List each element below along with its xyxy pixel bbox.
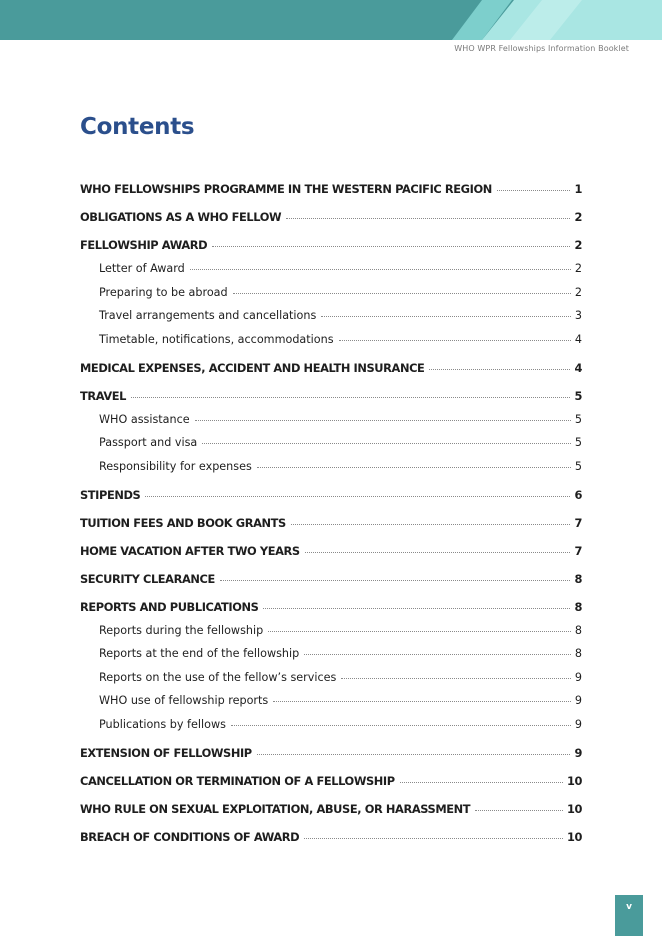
- toc-page-number: 5: [574, 412, 582, 426]
- toc-page-number: 8: [574, 571, 582, 586]
- toc-entry-title: WHO assistance: [99, 412, 190, 426]
- toc-dot-leader: [231, 725, 571, 726]
- toc-dot-leader: [475, 810, 563, 811]
- toc-entry-title: Preparing to be abroad: [99, 285, 228, 299]
- toc-page-number: 7: [574, 543, 582, 558]
- toc-section-entry[interactable]: [80, 802, 582, 830]
- toc-entry-title: Publications by fellows: [99, 717, 226, 731]
- toc-entry-title: TUITION FEES AND BOOK GRANTS: [80, 515, 286, 530]
- toc-page-number: 2: [574, 285, 582, 299]
- toc-dot-leader: [304, 838, 563, 839]
- running-header: WHO WPR Fellowships Information Booklet: [454, 44, 629, 53]
- toc-page-number: 7: [574, 515, 582, 530]
- decorative-stripes-graphic: [442, 0, 662, 40]
- toc-entry-title: CANCELLATION OR TERMINATION OF A FELLOWSHIP: [80, 773, 395, 788]
- toc-subsection-entry[interactable]: [80, 460, 582, 488]
- toc-entry-title: REPORTS AND PUBLICATIONS: [80, 599, 259, 614]
- toc-page-number: 9: [574, 745, 582, 760]
- toc-dot-leader: [263, 608, 570, 609]
- toc-entry-title: TRAVEL: [80, 388, 127, 403]
- toc-page-number: 6: [574, 487, 582, 502]
- toc-entry-title: Reports at the end of the fellowship: [99, 647, 300, 660]
- toc-entry-title: Passport and visa: [99, 436, 198, 449]
- toc-subsection-entry[interactable]: [80, 718, 582, 746]
- toc-entry-title: WHO FELLOWSHIPS PROGRAMME IN THE WESTERN PACIFIC REGION: [80, 182, 492, 196]
- page-number-badge: [615, 895, 643, 936]
- toc-dot-leader: [341, 678, 571, 679]
- toc-subsection-entry[interactable]: [80, 262, 582, 286]
- toc-entry-title: Travel arrangements and cancellations: [99, 309, 317, 322]
- toc-page-number: 4: [574, 332, 582, 346]
- toc-entry-title: Responsibility for expenses: [99, 459, 252, 473]
- toc-dot-leader: [212, 246, 570, 247]
- toc-section-entry[interactable]: [80, 182, 582, 210]
- toc-page-number: 8: [574, 647, 582, 660]
- toc-dot-leader: [220, 580, 571, 581]
- toc-dot-leader: [257, 467, 571, 468]
- toc-entry-title: MEDICAL EXPENSES, ACCIDENT AND HEALTH INSURANCE: [80, 360, 425, 375]
- toc-entry-title: SECURITY CLEARANCE: [80, 571, 215, 586]
- toc-dot-leader: [145, 496, 570, 497]
- toc-entry-title: WHO RULE ON SEXUAL EXPLOITATION, ABUSE, OR HARASSMENT: [80, 801, 471, 816]
- toc-dot-leader: [429, 369, 570, 370]
- toc-page-number: 8: [574, 623, 582, 637]
- toc-dot-leader: [202, 443, 571, 444]
- toc-dot-leader: [257, 754, 571, 755]
- toc-dot-leader: [273, 701, 571, 702]
- header-band: [0, 0, 662, 40]
- toc-dot-leader: [190, 269, 571, 270]
- toc-page-number: 5: [574, 436, 582, 449]
- toc-subsection-entry[interactable]: [80, 413, 582, 437]
- toc-entry-title: Timetable, notifications, accommodations: [99, 332, 334, 346]
- toc-entry-title: Reports on the use of the fellow’s services: [99, 670, 337, 684]
- toc-page-number: 10: [566, 773, 582, 788]
- toc-dot-leader: [291, 524, 571, 525]
- toc-subsection-entry[interactable]: [80, 624, 582, 648]
- toc-page-number: 10: [566, 829, 582, 844]
- toc-entry-title: EXTENSION OF FELLOWSHIP: [80, 745, 252, 760]
- toc-dot-leader: [268, 631, 571, 632]
- toc-dot-leader: [131, 397, 570, 398]
- toc-dot-leader: [233, 293, 571, 294]
- toc-subsection-entry[interactable]: [80, 436, 582, 460]
- toc-section-entry[interactable]: [80, 572, 582, 600]
- toc-page-number: 2: [574, 210, 582, 224]
- toc-section-entry[interactable]: [80, 774, 582, 802]
- toc-entry-title: WHO use of fellowship reports: [99, 694, 269, 707]
- toc-section-entry[interactable]: [80, 210, 582, 238]
- toc-page-number: 4: [574, 360, 582, 375]
- toc-section-entry[interactable]: [80, 488, 582, 516]
- toc-section-entry[interactable]: [80, 830, 582, 858]
- toc-subsection-entry[interactable]: [80, 309, 582, 333]
- toc-dot-leader: [400, 782, 563, 783]
- toc-entry-title: FELLOWSHIP AWARD: [80, 238, 208, 252]
- toc-page-number: 9: [574, 670, 582, 684]
- toc-dot-leader: [286, 218, 570, 219]
- table-of-contents: [80, 182, 582, 858]
- toc-page-number: 2: [574, 238, 582, 252]
- toc-section-entry[interactable]: [80, 361, 582, 389]
- toc-page-number: 2: [574, 262, 582, 275]
- toc-entry-title: BREACH OF CONDITIONS OF AWARD: [80, 829, 300, 844]
- toc-entry-title: Reports during the fellowship: [99, 623, 264, 637]
- toc-dot-leader: [497, 190, 571, 191]
- toc-subsection-entry[interactable]: [80, 671, 582, 695]
- toc-dot-leader: [195, 420, 571, 421]
- toc-page-number: 1: [574, 182, 582, 196]
- toc-subsection-entry[interactable]: [80, 286, 582, 310]
- toc-section-entry[interactable]: [80, 746, 582, 774]
- toc-page-number: 8: [574, 599, 582, 614]
- toc-entry-title: HOME VACATION AFTER TWO YEARS: [80, 543, 300, 558]
- toc-subsection-entry[interactable]: [80, 647, 582, 671]
- toc-page-number: 10: [566, 801, 582, 816]
- toc-dot-leader: [321, 316, 571, 317]
- toc-section-entry[interactable]: [80, 516, 582, 544]
- toc-entry-title: Letter of Award: [99, 262, 185, 275]
- toc-page-number: 5: [574, 388, 582, 403]
- toc-subsection-entry[interactable]: [80, 694, 582, 718]
- toc-dot-leader: [305, 552, 571, 553]
- toc-entry-title: STIPENDS: [80, 487, 141, 502]
- toc-dot-leader: [339, 340, 571, 341]
- toc-page-number: 3: [574, 309, 582, 322]
- toc-subsection-entry[interactable]: [80, 333, 582, 361]
- toc-page-number: 9: [574, 694, 582, 707]
- toc-page-number: 9: [574, 717, 582, 731]
- toc-page-number: 5: [574, 459, 582, 473]
- toc-section-entry[interactable]: [80, 544, 582, 572]
- page-title: Contents: [80, 114, 195, 140]
- toc-dot-leader: [304, 654, 571, 655]
- toc-entry-title: OBLIGATIONS AS A WHO FELLOW: [80, 210, 282, 224]
- page-number: v: [626, 902, 632, 912]
